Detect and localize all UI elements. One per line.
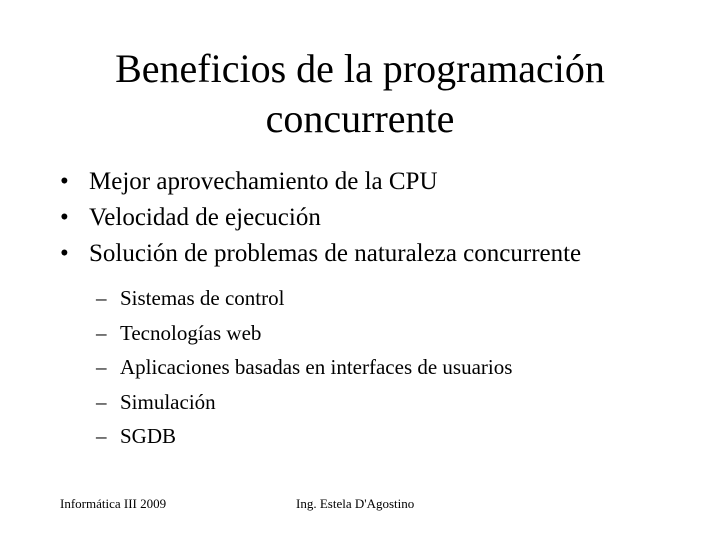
dash-marker-icon: –	[96, 320, 107, 345]
sub-bullet-text: Sistemas de control	[120, 286, 285, 310]
dash-marker-icon: –	[96, 424, 107, 448]
bullet-marker-icon: •	[60, 168, 69, 195]
bullet-marker-icon: •	[60, 204, 69, 231]
bullet-item	[60, 236, 581, 272]
footer-course: Informática III 2009	[60, 496, 167, 511]
bullet-item	[60, 200, 581, 236]
bullet-item	[60, 164, 581, 200]
bullet-text: Velocidad de ejecución	[89, 204, 321, 231]
dash-marker-icon: –	[96, 389, 107, 414]
bullet-list	[60, 164, 581, 272]
sub-bullet-text: Aplicaciones basadas en interfaces de usuarios	[120, 355, 513, 379]
bullet-text: Solución de problemas de naturaleza concurrente	[89, 240, 582, 267]
sub-bullet-item	[96, 316, 512, 351]
sub-bullet-text: Tecnologías web	[120, 320, 262, 345]
sub-bullet-item	[96, 419, 512, 454]
bullet-text: Mejor aprovechamiento de la CPU	[89, 168, 438, 195]
dash-marker-icon: –	[96, 355, 107, 379]
sub-bullet-text: SGDB	[120, 424, 177, 448]
sub-bullet-item	[96, 281, 512, 316]
slide-title	[60, 44, 660, 144]
dash-marker-icon: –	[96, 286, 107, 310]
sub-bullet-item	[96, 385, 512, 420]
sub-bullet-list	[96, 281, 512, 454]
bullet-marker-icon: •	[60, 240, 69, 267]
slide-title-line-1: Beneficios de la programación	[115, 46, 605, 91]
sub-bullet-item	[96, 350, 512, 385]
footer-author: Ing. Estela D'Agostino	[296, 496, 415, 511]
sub-bullet-text: Simulación	[120, 389, 216, 414]
slide-title-line-2: concurrente	[265, 96, 455, 141]
